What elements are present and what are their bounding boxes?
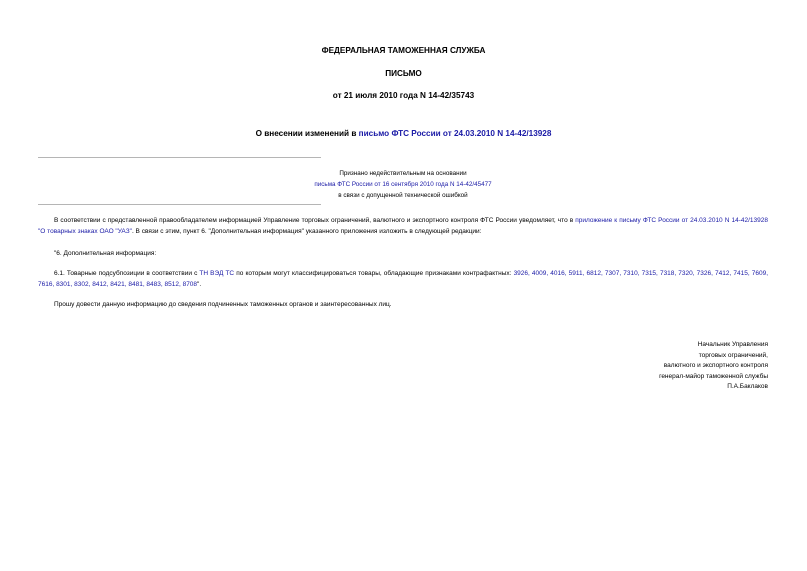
paragraph-4: Прошу довести данную информацию до сведения подчиненных таможенных органов и заинтересованных лиц. [54, 301, 392, 308]
p1-text-b: . В связи с этим, пункт 6. "Дополнительная информация" указанного приложения изложить в следующей редакции: [131, 228, 482, 235]
org-title: ФЕДЕРАЛЬНАЯ ТАМОЖЕННАЯ СЛУЖБА [321, 46, 486, 55]
signature-line1: Начальник Управления [697, 341, 768, 348]
p3-text-b: по которым могут классифицироваться товары, обладающие признаками контрафактных: [234, 270, 514, 277]
p3-text-a: 6.1. Товарные подсубпозиции в соответствии с [54, 270, 200, 277]
invalid-note-link[interactable]: письма ФТС России от 16 сентября 2010 года N 14-42/45477 [314, 181, 492, 188]
invalid-note-line1: Признано недействительным на основании [339, 170, 467, 177]
p1-text-a: В соответствии с представленной правообладателем информацией Управление торговых ограничений, валютного и экспортного контроля ФТС России уведомляет, что в [54, 217, 576, 224]
invalid-note-line3: в связи с допущенной технической ошибкой [338, 192, 468, 199]
divider-bottom [38, 204, 321, 205]
doc-subject [0, 129, 807, 138]
doc-type: ПИСЬМО [385, 69, 422, 78]
p3-text-c: ". [197, 281, 202, 288]
divider-top [38, 157, 321, 158]
tnved-link[interactable]: ТН ВЭД ТС [199, 270, 235, 277]
subject-link[interactable]: письмо ФТС России от 24.03.2010 N 14-42/13928 [358, 129, 552, 138]
paragraph-2: "6. Дополнительная информация: [54, 250, 157, 257]
signature-line2: торговых ограничений, [698, 351, 768, 359]
subject-prefix: О внесении изменений в [255, 129, 359, 138]
codes-link[interactable]: 3926, 4009, 4016, 5911, 6812, 7307, 7310, 7315, 7318, 7320, 7326, 7412, 7415, 7609, 7616, 8301, 8302, 8412, 8421, 8481, 8483, 8512, 8708 [38, 270, 769, 288]
signature-name: П.А.Баклаков [727, 383, 768, 391]
invalid-note [38, 168, 768, 201]
p1-appendix-link[interactable]: приложение к письму ФТС России от 24.03.2010 N 14-42/13928 "О товарных знаках ОАО "УАЗ" [38, 217, 768, 235]
paragraph-3 [38, 268, 768, 290]
signature-line3: валютного и экспортного контроля [663, 362, 768, 370]
doc-date-number: от 21 июля 2010 года N 14-42/35743 [332, 91, 475, 100]
paragraph-1 [38, 215, 768, 237]
signature-block [548, 340, 768, 393]
signature-line4: генерал-майор таможенной службы [659, 372, 768, 380]
